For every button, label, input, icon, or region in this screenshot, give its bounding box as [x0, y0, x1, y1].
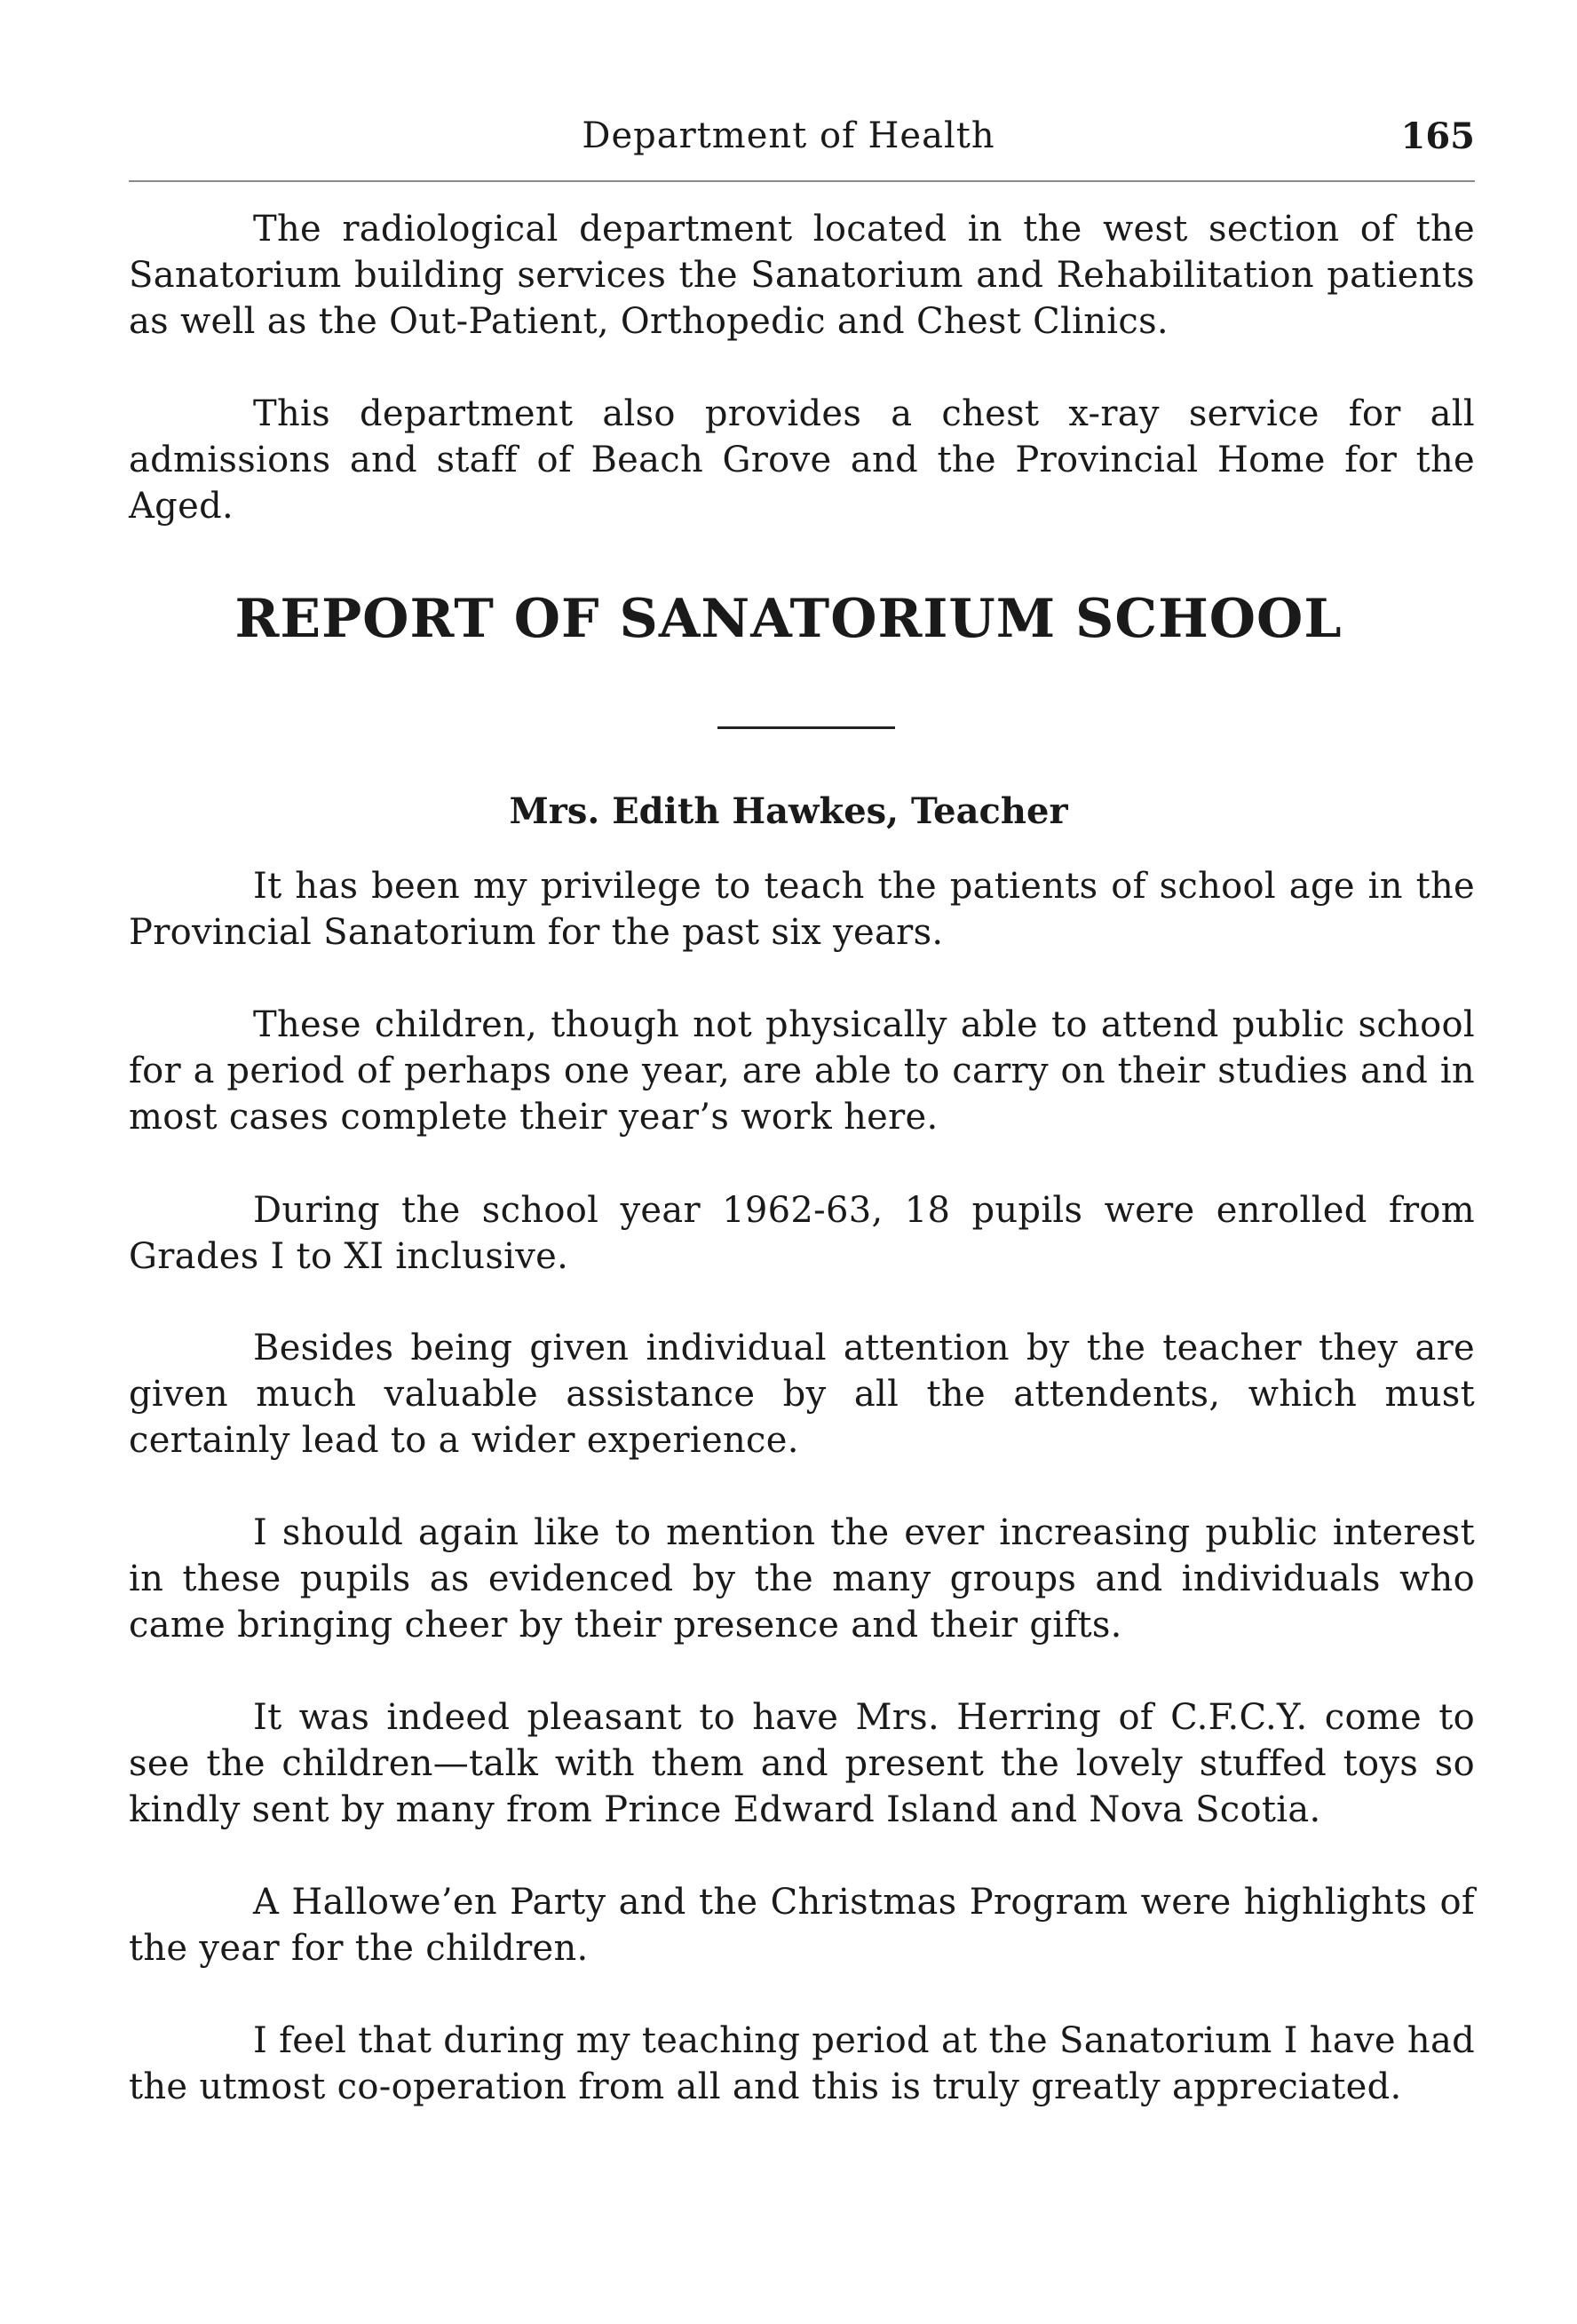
paragraph-xray-service: This department also provides a chest x-ray service for all admissions and staff of Beach Grove and the Provincial Home for the Aged.	[129, 393, 1475, 527]
section-title: REPORT OF SANATORIUM SCHOOL	[234, 588, 1343, 650]
paragraph-highlights: A Hallowe’en Party and the Christmas Program were highlights of the year for the children.	[129, 1882, 1475, 1969]
title-rule	[717, 726, 895, 729]
header-rule	[129, 180, 1475, 182]
byline: Mrs. Edith Hawkes, Teacher	[509, 790, 1068, 832]
paragraph-mrs-herring: It was indeed pleasant to have Mrs. Herring of C.F.C.Y. come to see the children—talk with them and present the lovely stuffed toys so kindly sent by many from Prince Edward Island and Nova Scotia.	[129, 1697, 1475, 1830]
paragraph-assistance: Besides being given individual attention by the teacher they are given much valuable assistance by all the attendents, which must certainly lead to a wider experience.	[129, 1328, 1475, 1461]
paragraph-radiology: The radiological department located in the west section of the Sanatorium building services the Sanatorium and Rehabilitation patients as well as the Out-Patient, Orthopedic and Chest Clinics.	[129, 209, 1475, 342]
running-header	[0, 115, 1577, 169]
paragraph-enrollment: During the school year 1962-63, 18 pupils were enrolled from Grades I to XI inclusive.	[129, 1190, 1475, 1277]
paragraph-closing: I feel that during my teaching period at the Sanatorium I have had the utmost co-operation from all and this is truly greatly appreciated.	[129, 2020, 1475, 2107]
paragraph-children-studies: These children, though not physically able to attend public school for a period of perhaps one year, are able to carry on their studies and in most cases complete their year’s work here.	[129, 1004, 1475, 1138]
paragraph-privilege: It has been my privilege to teach the patients of school age in the Provincial Sanatorium for the past six years.	[129, 866, 1475, 953]
page-number: 165	[1400, 115, 1475, 157]
header-title: Department of Health	[582, 115, 995, 156]
paragraph-public-interest: I should again like to mention the ever increasing public interest in these pupils as evidenced by the many groups and individuals who came bringing cheer by their presence and their gifts.	[129, 1512, 1475, 1646]
